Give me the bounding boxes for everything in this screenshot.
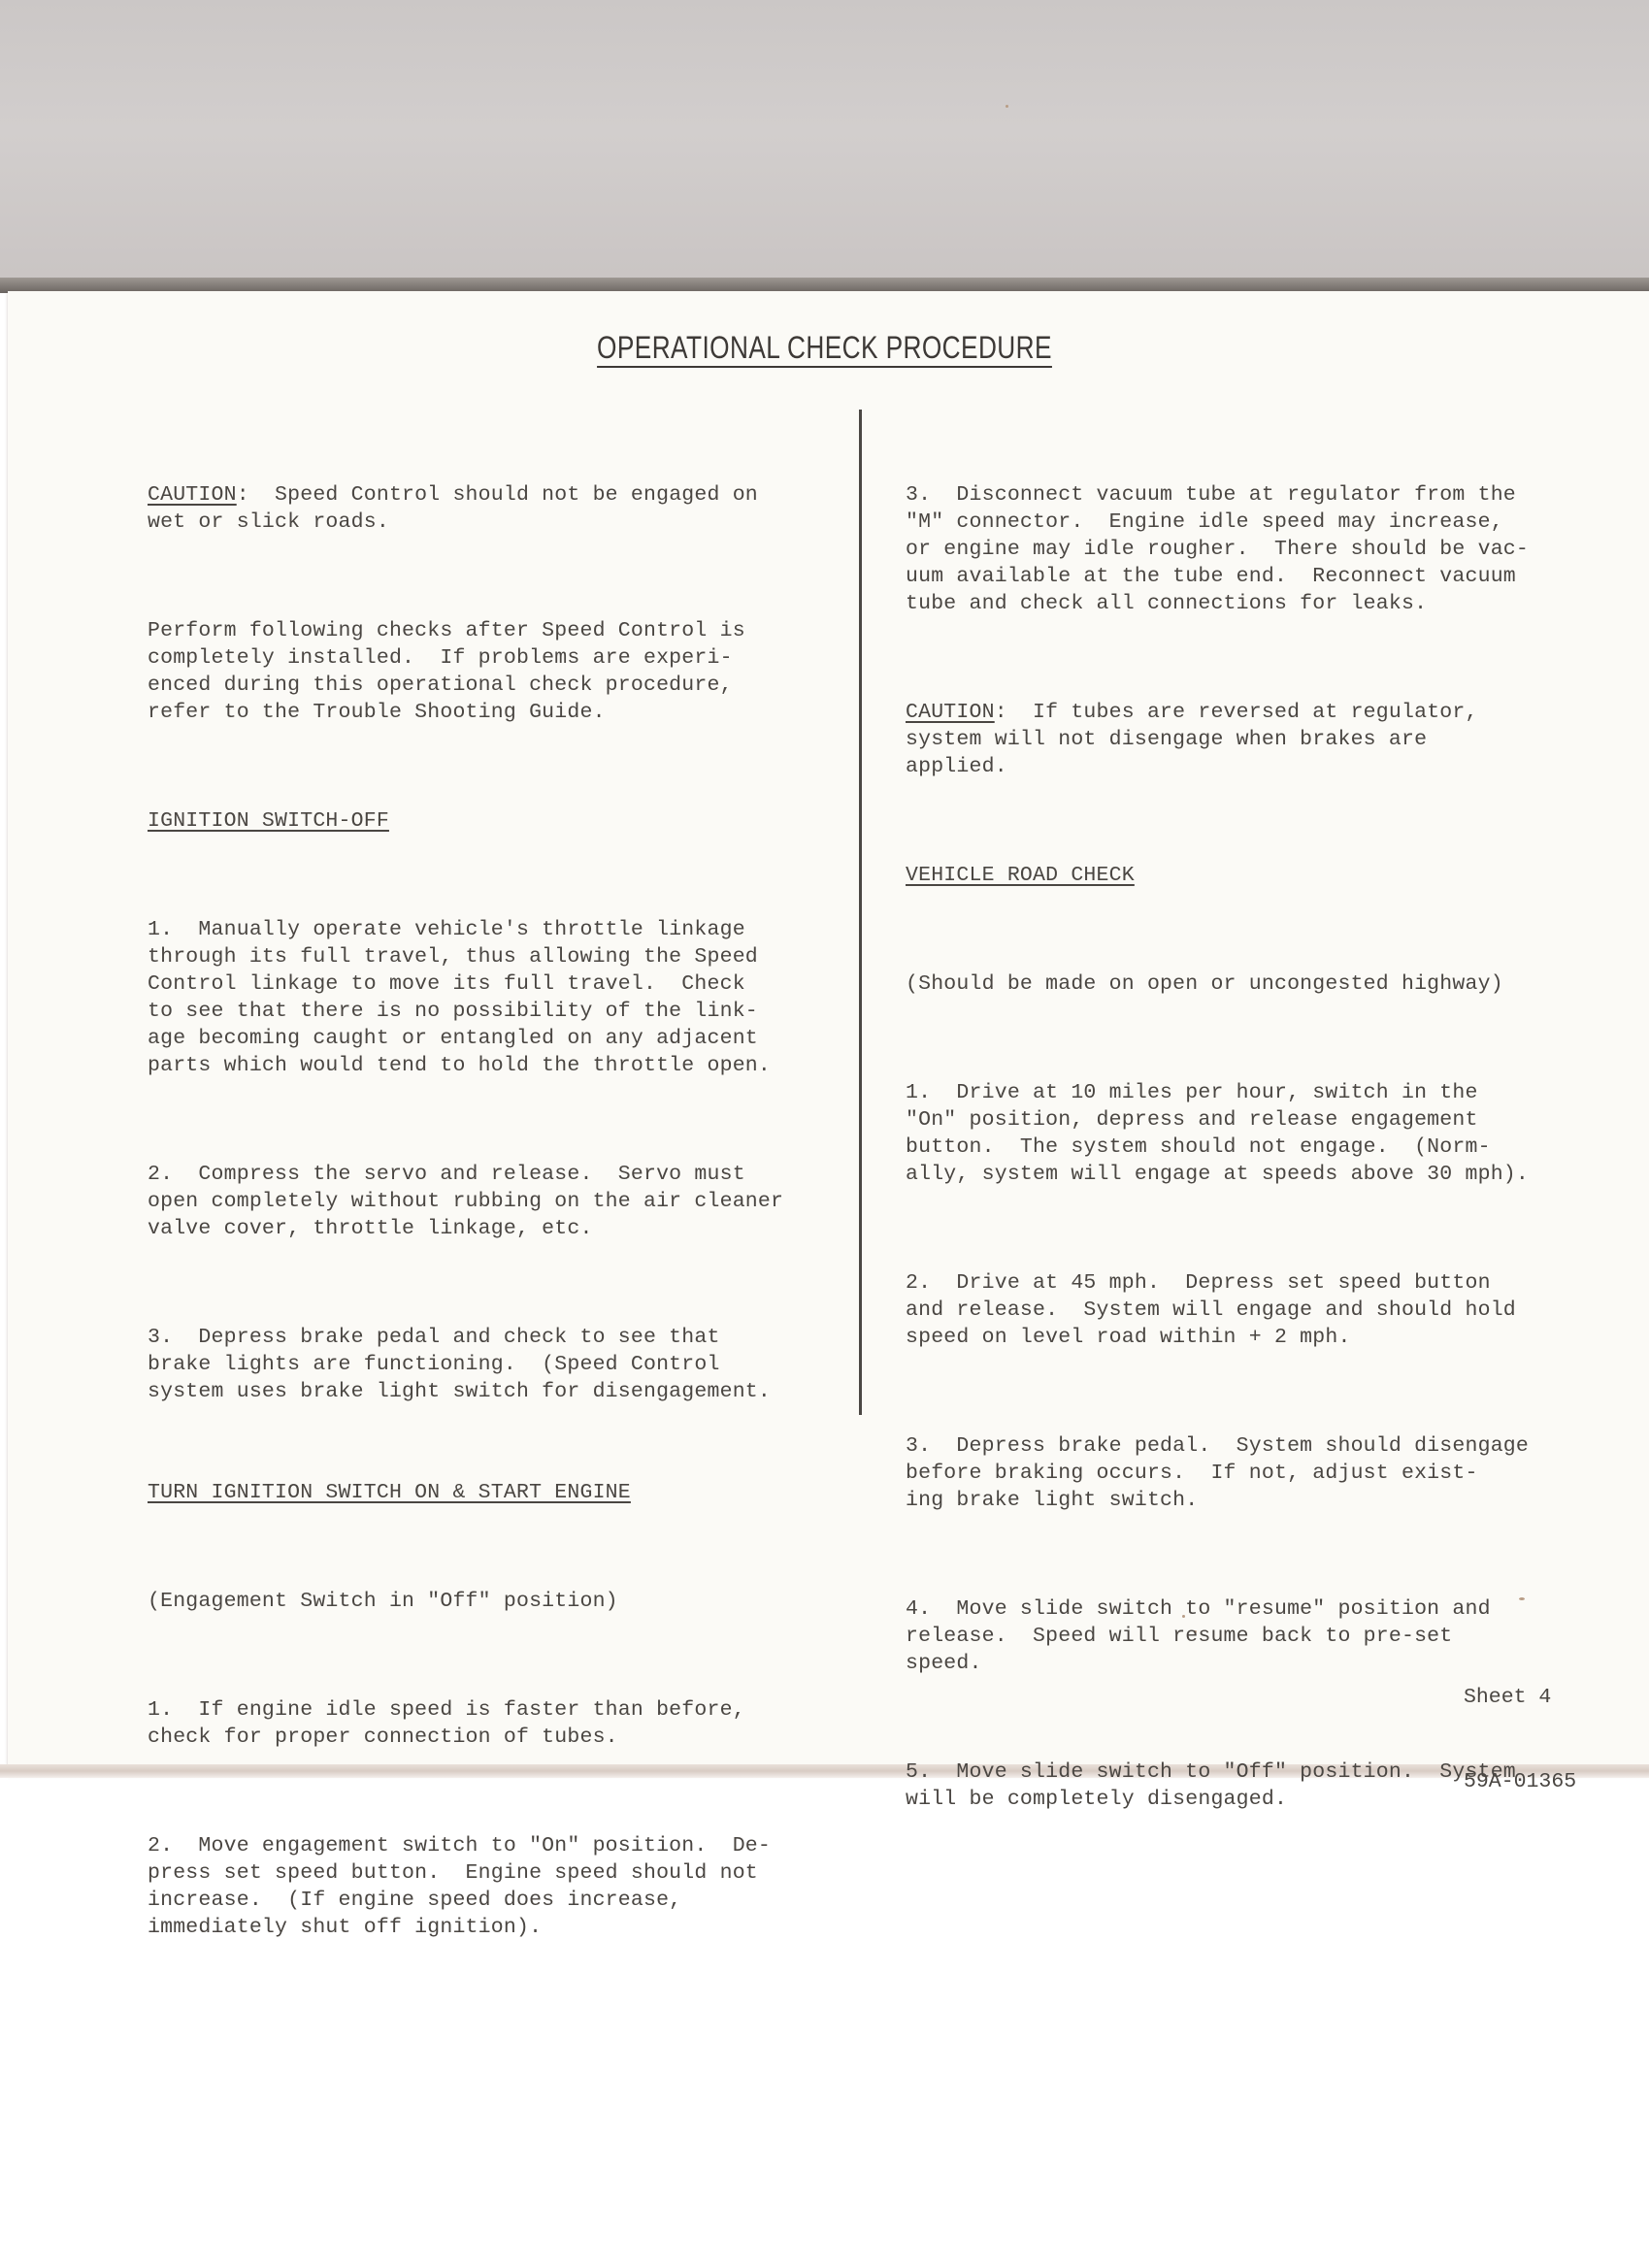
section-heading-ignition-on — [148, 1479, 827, 1506]
step-on-1: 1. If engine idle speed is faster than before, check for proper connection of tubes. — [148, 1698, 745, 1749]
step-off-1: 1. Manually operate vehicle's throttle linkage through its full travel, thus allowing the Speed Control linkage to move its full travel. Check to see that there is no possibility of the link- age becoming caught or entangled on any adjacent parts which would tend to hold the throttle open. — [148, 918, 772, 1077]
caution-label: CAUTION — [148, 483, 237, 507]
background-shadow-area — [0, 0, 1649, 291]
section-heading-road-check — [906, 862, 1585, 889]
engagement-note: (Engagement Switch in "Off" position) — [148, 1590, 618, 1613]
page-title — [148, 330, 1501, 366]
heading-text: VEHICLE ROAD CHECK — [906, 864, 1135, 887]
caution-text: : If tubes are reversed at regulator, system will not disengage when brakes are applied. — [906, 701, 1478, 778]
caution-paragraph — [148, 481, 827, 536]
road-note: (Should be made on open or uncongested highway) — [906, 972, 1503, 996]
road-step-3: 3. Depress brake pedal. System should disengage before braking occurs. If not, adjust exist- ing brake light switch. — [906, 1434, 1530, 1512]
heading-text: IGNITION SWITCH-OFF — [148, 809, 389, 833]
road-step-5: 5. Move slide switch to "Off" position. System will be completely disengaged. — [906, 1760, 1516, 1811]
road-step-1: 1. Drive at 10 miles per hour, switch in the "On" position, depress and release engagement button. The system should not engage. (Norm- ally, system will engage at speeds above 30 mph). — [906, 1081, 1530, 1186]
step-off-3: 3. Depress brake pedal and check to see that brake lights are functioning. (Speed Control system uses brake light switch for disengagement. — [148, 1326, 772, 1403]
page-title-text: OPERATIONAL CHECK PROCEDURE — [597, 330, 1052, 365]
road-step-2: 2. Drive at 45 mph. Depress set speed button and release. System will engage and should hold speed on level road within + 2 mph. — [906, 1271, 1516, 1349]
caution-text: : Speed Control should not be engaged on wet or slick roads. — [148, 483, 758, 534]
step-off-2: 2. Compress the servo and release. Servo must open completely without rubbing on the air cleaner valve cover, throttle linkage, etc. — [148, 1163, 784, 1240]
sheet-number: Sheet 4 — [1464, 1686, 1552, 1709]
column-divider — [859, 410, 862, 1415]
step-on-3: 3. Disconnect vacuum tube at regulator from the "M" connector. Engine idle speed may increase, or engine may idle rougher. There should be vac- uum available at the tube end. Reconnect vacuum tube and check all connections for leaks. — [906, 483, 1530, 615]
section-heading-ignition-off — [148, 807, 827, 835]
footer — [1464, 1627, 1576, 1824]
heading-text: TURN IGNITION SWITCH ON & START ENGINE — [148, 1481, 631, 1504]
caution-paragraph — [906, 699, 1585, 780]
step-on-2: 2. Move engagement switch to "On" position. De- press set speed button. Engine speed should not increase. (If engine speed does increase, immediately shut off ignition). — [148, 1834, 772, 1939]
intro-paragraph: Perform following checks after Speed Control is completely installed. If problems are experi- enced during this operational check procedure, refer to the Trouble Shooting Guide. — [148, 619, 745, 724]
left-column — [148, 427, 827, 1995]
part-number: 59A-01365 — [1464, 1770, 1577, 1793]
road-step-4: 4. Move slide switch to "resume" position and release. Speed will resume back to pre-set speed. — [906, 1597, 1491, 1675]
speck — [1006, 105, 1008, 108]
caution-label: CAUTION — [906, 701, 995, 724]
